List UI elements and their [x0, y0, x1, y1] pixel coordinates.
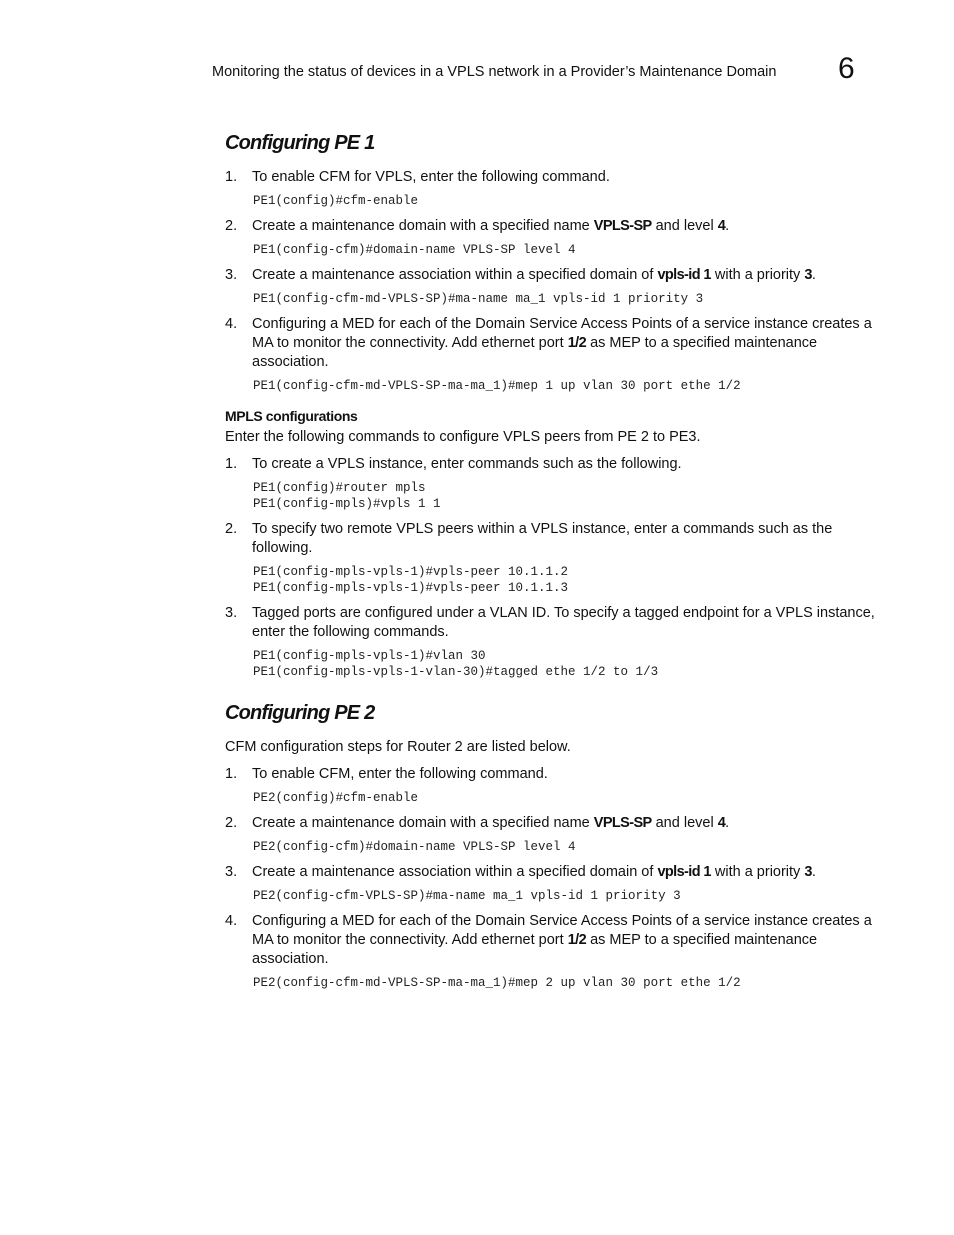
step-number: 2.: [225, 218, 238, 234]
running-header: Monitoring the status of devices in a VPLS network in a Provider’s Maintenance Domain: [212, 64, 777, 80]
mpls-step: [225, 520, 875, 558]
code-block: PE1(config)#router mpls PE1(config-mpls)#vpls 1 1: [253, 481, 441, 511]
section-title-pe1: Configuring PE 1: [225, 132, 375, 154]
code-block: PE2(config-cfm-md-VPLS-SP-ma-ma_1)#mep 2 up vlan 30 port ethe 1/2: [253, 976, 741, 990]
step-text: .: [725, 815, 730, 831]
bold-term: VPLS-SP: [593, 218, 652, 234]
code-block: PE2(config-cfm)#domain-name VPLS-SP level 4: [253, 840, 576, 854]
step-number: 3.: [225, 267, 238, 283]
bold-term: 1/2: [567, 932, 587, 948]
pe2-step: [225, 814, 875, 833]
code-block: PE1(config-cfm-md-VPLS-SP-ma-ma_1)#mep 1 up vlan 30 port ethe 1/2: [253, 379, 741, 393]
step-text: To enable CFM, enter the following command.: [252, 766, 548, 782]
step-number: 1.: [225, 169, 238, 185]
step-text: and level: [651, 815, 718, 831]
step-text: To enable CFM for VPLS, enter the following command.: [252, 169, 610, 185]
step-text: as MEP to a specified maintenance association.: [252, 335, 818, 370]
pe1-step: [225, 266, 875, 285]
pe1-step: [225, 168, 875, 187]
step-number: 2.: [225, 815, 238, 831]
pe2-step: [225, 912, 875, 969]
bold-term: 3: [804, 267, 812, 283]
step-number: 3.: [225, 864, 238, 880]
page-content: [225, 132, 875, 999]
step-number: 1.: [225, 456, 238, 472]
code-block: PE1(config-cfm)#domain-name VPLS-SP level 4: [253, 243, 576, 257]
code-block: PE1(config-mpls-vpls-1)#vlan 30 PE1(config-mpls-vpls-1-vlan-30)#tagged ethe 1/2 to 1/3: [253, 649, 659, 679]
bold-term: VPLS-SP: [593, 815, 652, 831]
step-text: Create a maintenance domain with a specified name: [252, 218, 594, 234]
bold-term: vpls-id 1: [657, 267, 711, 283]
step-text: .: [811, 267, 816, 283]
step-text: .: [725, 218, 730, 234]
step-number: 3.: [225, 605, 238, 621]
mpls-step: [225, 455, 875, 474]
code-block: PE1(config-cfm-md-VPLS-SP)#ma-name ma_1 vpls-id 1 priority 3: [253, 292, 704, 306]
step-number: 1.: [225, 766, 238, 782]
bold-term: 4: [717, 815, 726, 831]
pe2-step: [225, 863, 875, 882]
step-text: Create a maintenance association within a specified domain of: [252, 864, 658, 880]
bold-term: 4: [717, 218, 726, 234]
step-text: as MEP to a specified maintenance association.: [252, 932, 818, 967]
bold-term: 1/2: [567, 335, 587, 351]
bold-term: 3: [804, 864, 812, 880]
step-number: 4.: [225, 913, 238, 929]
step-text: Configuring a MED for each of the Domain Service Access Points of a service instance creates a MA to monitor the connectivity. Add ethernet port: [252, 316, 872, 351]
step-text: To specify two remote VPLS peers within a VPLS instance, enter a commands such as the following.: [252, 521, 833, 556]
code-block: PE1(config-mpls-vpls-1)#vpls-peer 10.1.1.2 PE1(config-mpls-vpls-1)#vpls-peer 10.1.1.3: [253, 565, 569, 595]
step-number: 4.: [225, 316, 238, 332]
step-text: Create a maintenance domain with a specified name: [252, 815, 594, 831]
subsection-title-mpls: MPLS configurations: [225, 408, 358, 424]
bold-term: vpls-id 1: [657, 864, 711, 880]
step-text: and level: [651, 218, 718, 234]
mpls-step: [225, 604, 875, 642]
pe2-intro: CFM configuration steps for Router 2 are listed below.: [225, 739, 571, 755]
pe1-step: [225, 217, 875, 236]
step-text: Configuring a MED for each of the Domain Service Access Points of a service instance creates a MA to monitor the connectivity. Add ethernet port: [252, 913, 872, 948]
step-text: Tagged ports are configured under a VLAN ID. To specify a tagged endpoint for a VPLS instance, enter the following commands.: [252, 605, 875, 640]
code-block: PE2(config-cfm-VPLS-SP)#ma-name ma_1 vpls-id 1 priority 3: [253, 889, 681, 903]
step-text: Create a maintenance association within a specified domain of: [252, 267, 658, 283]
step-number: 2.: [225, 521, 238, 537]
section-title-pe2: Configuring PE 2: [225, 702, 375, 724]
code-block: PE2(config)#cfm-enable: [253, 791, 419, 805]
step-text: with a priority: [710, 267, 805, 283]
pe1-step: [225, 315, 875, 372]
step-text: with a priority: [710, 864, 805, 880]
pe2-step: [225, 765, 875, 784]
code-block: PE1(config)#cfm-enable: [253, 194, 419, 208]
mpls-intro: Enter the following commands to configure VPLS peers from PE 2 to PE3.: [225, 429, 701, 445]
step-text: .: [811, 864, 816, 880]
step-text: To create a VPLS instance, enter commands such as the following.: [252, 456, 682, 472]
chapter-number: 6: [838, 52, 855, 85]
